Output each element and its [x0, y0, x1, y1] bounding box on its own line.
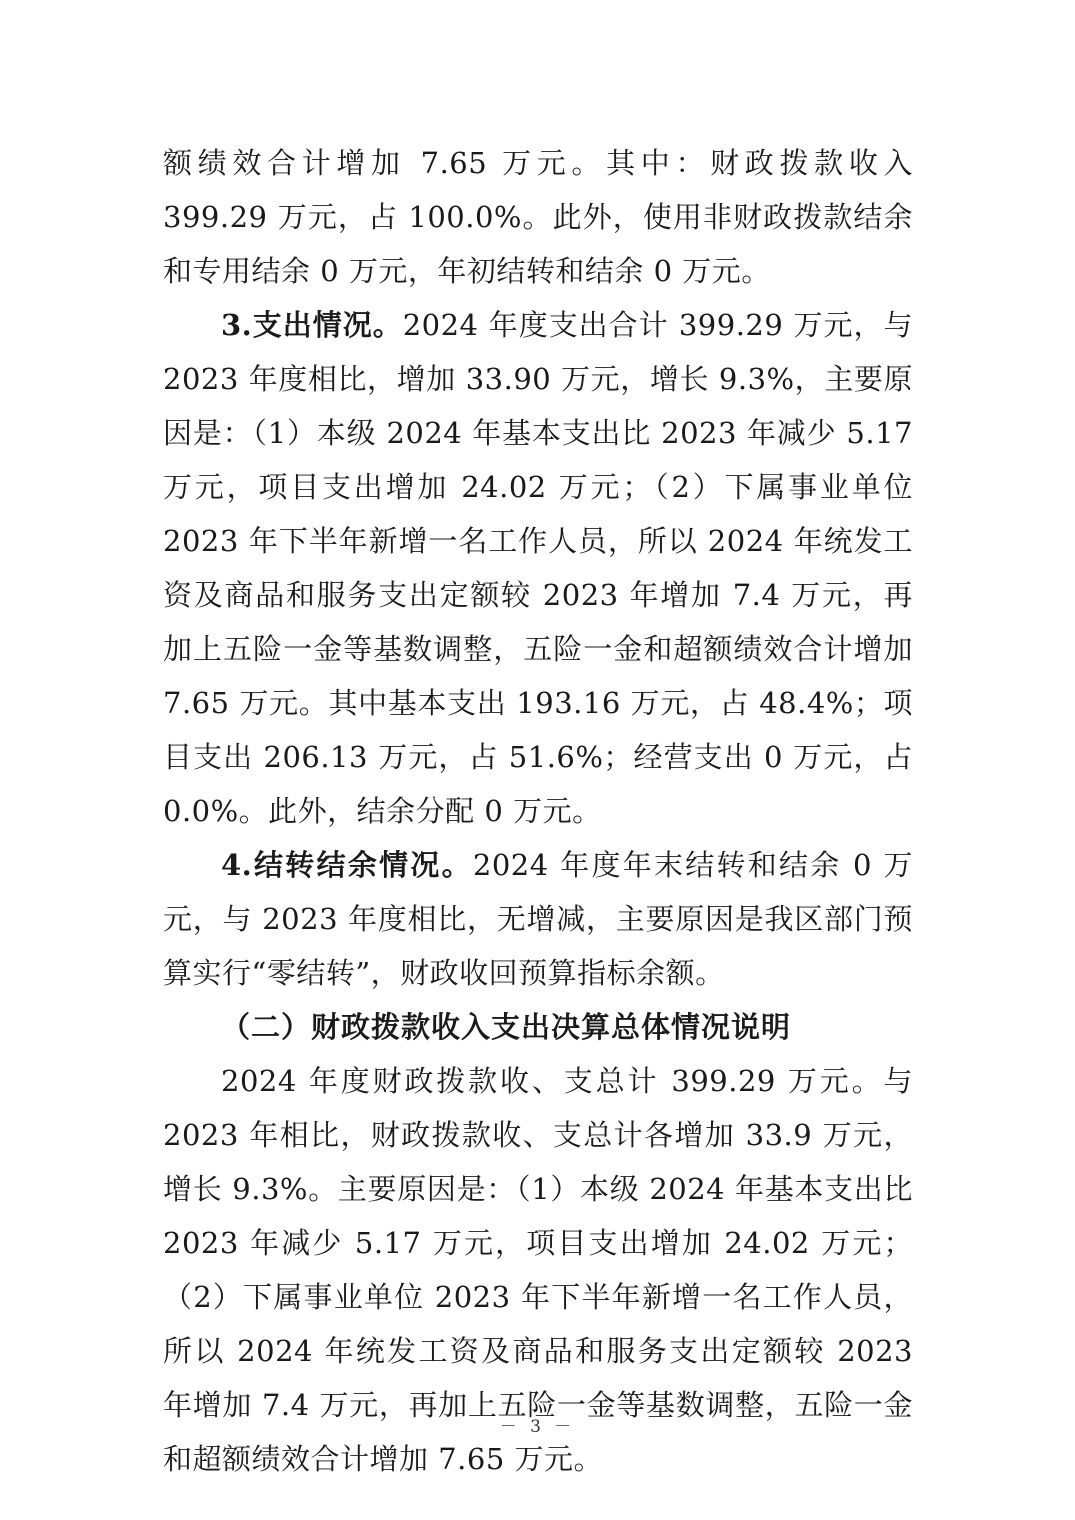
paragraph-income-continuation [163, 136, 913, 298]
paragraph-text: 2024 年度年末结转和结余 0 万元，与 2023 年度相比，无增减，主要原因是我区部门预算实行“零结转”，财政收回预算指标余额。 [163, 848, 913, 990]
page-number: － 3 － [499, 1417, 576, 1437]
paragraph-carryover [163, 838, 913, 1000]
paragraph-text: 额绩效合计增加 7.65 万元。其中：财政拨款收入 399.29 万元，占 100.0%。此外，使用非财政拨款结余和专用结余 0 万元，年初结转和结余 0 万元。 [163, 146, 913, 288]
document-page [163, 136, 913, 1486]
section-heading: （二）财政拨款收入支出决算总体情况说明 [221, 1010, 792, 1044]
paragraph-expenditure [163, 298, 913, 838]
paragraph-lead-heading: 4.结转结余情况。 [221, 848, 473, 882]
paragraph-text: 2024 年度财政拨款收、支总计 399.29 万元。与 2023 年相比，财政拨款收、支总计各增加 33.9 万元，增长 9.3%。主要原因是：（1）本级 2024 年基本支出比 2023 年减少 5.17 万元，项目支出增加 24.02 万元；（2）下属事业单位 2023 年下半年新增一名工作人员，所以 2024 年统发工资及商品和服务支出定额较 2023 年增加 7.4 万元，再加上五险一金等基数调整，五险一金和超额绩效合计增加 7.65 万元。 [163, 1064, 913, 1476]
paragraph-lead-heading: 3.支出情况。 [221, 308, 403, 342]
paragraph-text: 2024 年度支出合计 399.29 万元，与 2023 年度相比，增加 33.90 万元，增长 9.3%，主要原因是：（1）本级 2024 年基本支出比 2023 年减少 5.17 万元，项目支出增加 24.02 万元；（2）下属事业单位 2023 年下半年新增一名工作人员，所以 2024 年统发工资及商品和服务支出定额较 2023 年增加 7.4 万元，再加上五险一金等基数调整，五险一金和超额绩效合计增加 7.65 万元。其中基本支出 193.16 万元，占 48.4%；项目支出 206.13 万元，占 51.6%；经营支出 0 万元，占 0.0%。此外，结余分配 0 万元。 [163, 308, 913, 828]
